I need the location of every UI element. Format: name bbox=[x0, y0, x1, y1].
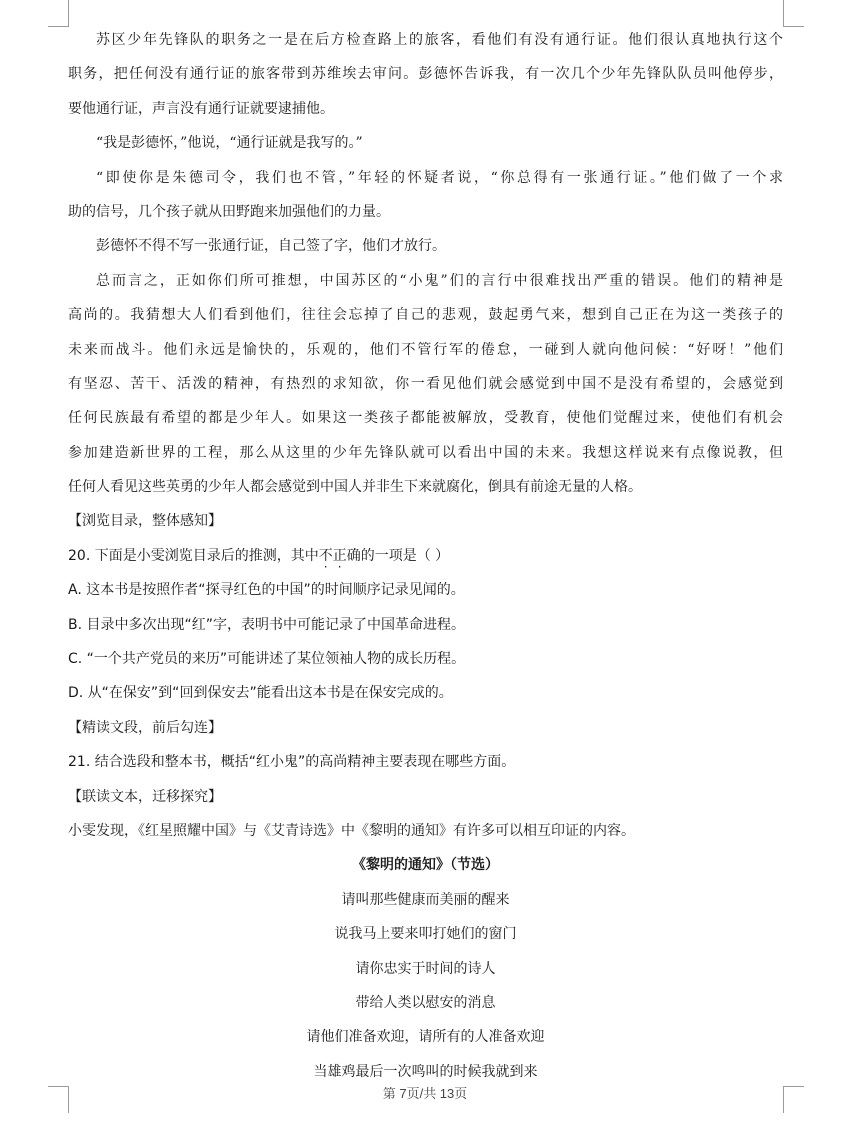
question-20 bbox=[68, 539, 783, 573]
page-content bbox=[68, 23, 783, 1089]
passage-line: 参加建造新世界的工程，那么从这里的少年先锋队就可以看出中国的未来。我想这样说来有点像说教，但 bbox=[68, 444, 783, 461]
emphasis-char: 正 bbox=[332, 547, 347, 564]
poem-line: 请他们准备欢迎，请所有的人准备欢迎 bbox=[306, 1029, 545, 1046]
passage-line: 高尚的。我猜想大人们看到他们，往往会忘掉了自己的悲观，鼓起勇气来，想到自己正在为这一类孩子的 bbox=[68, 307, 783, 324]
question-20-text: 20. 下面是小雯浏览目录后的推测，其中 bbox=[68, 547, 319, 564]
crop-mark-top-left bbox=[48, 0, 69, 27]
passage-line: 彭德怀不得不写一张通行证，自己签了字，他们才放行。 bbox=[96, 238, 446, 255]
option-a: A. 这本书是按照作者“探寻红色的中国”的时间顺序记录见闻的。 bbox=[68, 582, 465, 599]
passage-line: “我是彭德怀，”他说，“通行证就是我写的。” bbox=[96, 135, 363, 152]
passage-line: “即使你是朱德司令，我们也不管，”年轻的怀疑者说，“你总得有一张通行证。”他们做了一个求 bbox=[96, 169, 783, 186]
poem-title: 《黎明的通知》（节选） bbox=[352, 857, 499, 874]
passage-line: 总而言之，正如你们所可推想，中国苏区的“小鬼”们的言行中很难找出严重的错误。他们的精神是 bbox=[96, 272, 783, 289]
passage-line: 苏区少年先锋队的职务之一是在后方检查路上的旅客，看他们有没有通行证。他们很认真地执行这个 bbox=[96, 32, 783, 48]
passage-line: 未来而战斗。他们永远是愉快的，乐观的，他们不管行军的倦怠，一碰到人就向他问候：“好呀！”他们 bbox=[68, 341, 783, 358]
poem-body bbox=[68, 883, 783, 1089]
crop-mark-top-right bbox=[783, 0, 804, 27]
option-b: B. 目录中多次出现“红”字，表明书中可能记录了中国革命进程。 bbox=[68, 616, 466, 633]
section-heading-browse: 【浏览目录，整体感知】 bbox=[68, 513, 222, 530]
page-number: 第 7页/共 13页 bbox=[382, 1086, 468, 1101]
option-d: D. 从“在保安”到“回到保安去”能看出这本书是在保安完成的。 bbox=[68, 685, 453, 702]
section-heading-comparative: 【联读文本，迁移探究】 bbox=[68, 788, 222, 805]
comparison-intro: 小雯发现，《红星照耀中国》与《艾青诗选》中《黎明的通知》有许多可以相互印证的内容。 bbox=[68, 822, 635, 839]
passage-line: 职务，把任何没有通行证的旅客带到苏维埃去审问。彭德怀告诉我，有一次几个少年先锋队队员叫他停步， bbox=[68, 66, 783, 83]
poem-line: 说我马上要来叩打她们的窗门 bbox=[334, 926, 517, 943]
reading-passage bbox=[68, 23, 783, 504]
option-c: C. “一个共产党员的来历”可能讲述了某位领袖人物的成长历程。 bbox=[68, 651, 466, 668]
passage-line: 有坚忍、苦干、活泼的精神，有热烈的求知欲，你一看见他们就会感觉到中国不是没有希望的，会感觉到 bbox=[68, 375, 783, 392]
emphasis-char: 不 bbox=[318, 547, 333, 564]
question-21: 21. 结合选段和整本书，概括“红小鬼”的高尚精神主要表现在哪些方面。 bbox=[68, 754, 516, 771]
passage-line: 任何人看见这些英勇的少年人都会感觉到中国人并非生下来就腐化，倒具有前途无量的人格。 bbox=[68, 479, 642, 496]
question-20-tail: 确的一项是（ ） bbox=[346, 547, 450, 564]
poem-line: 当雄鸡最后一次鸣叫的时候我就到来 bbox=[313, 1063, 538, 1080]
poem-line: 请叫那些健康而美丽的醒来 bbox=[341, 891, 510, 908]
passage-line: 任何民族最有希望的都是少年人。如果这一类孩子都能被解放，受教育，使他们觉醒过来，使他们有机会 bbox=[68, 410, 783, 427]
passage-line: 要他通行证，声言没有通行证就要逮捕他。 bbox=[68, 100, 334, 117]
section-heading-close-reading: 【精读文段，前后勾连】 bbox=[68, 719, 222, 736]
passage-line: 助的信号，几个孩子就从田野跑来加强他们的力量。 bbox=[68, 203, 390, 220]
poem-line: 请你忠实于时间的诗人 bbox=[355, 960, 496, 977]
poem-line: 带给人类以慰安的消息 bbox=[355, 994, 496, 1011]
